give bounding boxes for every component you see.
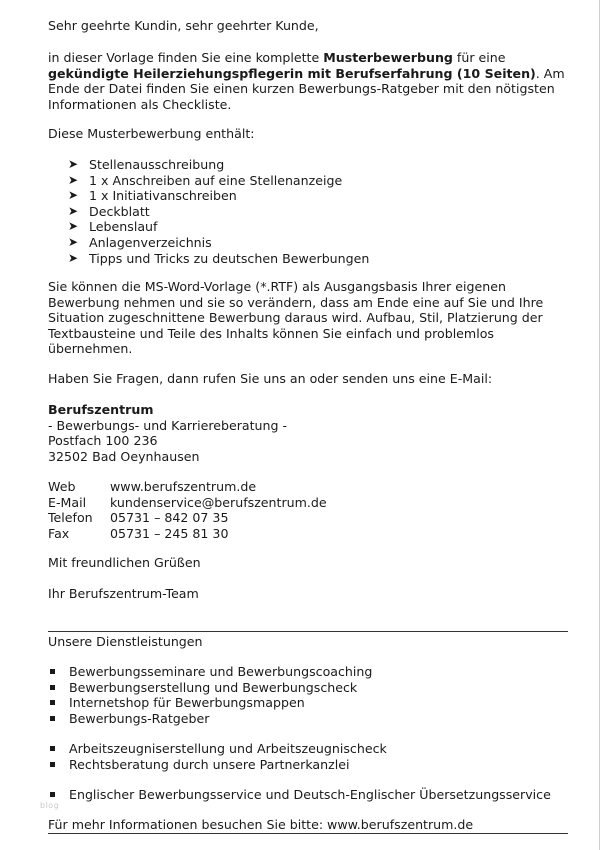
questions-line: Haben Sie Fragen, dann rufen Sie uns an oder senden uns eine E-Mail: xyxy=(48,371,493,386)
signature: Ihr Berufszentrum-Team xyxy=(48,586,199,601)
fax-number: 05731 – 245 81 30 xyxy=(110,525,229,541)
list-item: Englischer Bewerbungsservice und Deutsch-Englischer Übersetzungsservice xyxy=(48,787,570,803)
divider-bottom xyxy=(48,833,568,834)
list-item: Rechtsberatung durch unsere Partnerkanzlei xyxy=(48,757,570,773)
list-item: Internetshop für Bewerbungsmappen xyxy=(48,695,570,711)
footer-info: Für mehr Informationen besuchen Sie bitte: www.berufszentrum.de xyxy=(48,817,474,832)
salutation: Sehr geehrte Kundin, sehr geehrter Kunde, xyxy=(48,18,319,33)
list-item: ➤ Lebenslauf xyxy=(68,219,158,235)
contact-table xyxy=(48,479,570,541)
square-bullet-icon xyxy=(50,792,55,797)
square-bullet-icon xyxy=(50,716,55,721)
company-address xyxy=(48,402,570,464)
contents-list xyxy=(48,157,570,266)
arrow-bullet-icon: ➤ xyxy=(68,157,79,171)
contact-row-fax: Fax 05731 – 245 81 30 xyxy=(48,525,229,541)
arrow-bullet-icon: ➤ xyxy=(68,203,79,218)
arrow-bullet-icon: ➤ xyxy=(68,250,79,265)
closing: Mit freundlichen Grüßen xyxy=(48,555,201,570)
email-link[interactable]: kundenservice@berufszentrum.de xyxy=(110,494,327,510)
arrow-bullet-icon: ➤ xyxy=(68,188,79,203)
list-item: ➤ Deckblatt xyxy=(68,203,150,219)
square-bullet-icon xyxy=(50,669,55,674)
contact-row-web: Web www.berufszentrum.de xyxy=(48,479,257,494)
square-bullet-icon xyxy=(50,762,55,767)
phone-number: 05731 – 842 07 35 xyxy=(110,510,229,526)
watermark: blog xyxy=(40,801,60,810)
square-bullet-icon xyxy=(50,746,55,751)
contents-heading: Diese Musterbewerbung enthält: xyxy=(48,126,255,141)
intro-bold-position: gekündigte Heilerziehungspflegerin mit Berufserfahrung (10 Seiten) xyxy=(48,65,536,81)
services-list-2 xyxy=(48,741,570,772)
divider-top xyxy=(48,631,568,632)
web-link[interactable]: www.berufszentrum.de xyxy=(110,479,257,494)
list-item: Bewerbungs-Ratgeber xyxy=(48,711,570,727)
intro-text-3: . Am Ende der Datei finden Sie einen kurzen Bewerbungs-Ratgeber mit den nötigsten Informationen als Checkliste. xyxy=(48,65,565,112)
list-item: ➤ Stellenausschreibung xyxy=(68,157,225,172)
list-item: ➤ Tipps und Tricks zu deutschen Bewerbungen xyxy=(68,250,370,266)
list-item: Bewerbungsseminare und Bewerbungscoaching xyxy=(48,664,570,680)
services-list-1 xyxy=(48,664,570,726)
template-note: Sie können die MS-Word-Vorlage (*.RTF) als Ausgangsbasis Ihrer eigenen Bewerbung nehmen und sie so verändern, dass am Ende eine auf Sie und Ihre Situation zugeschnittene Bewerbung daraus wird. Aufbau, Stil, Platzierung der Textbausteine und Teile des Inhalts können Sie einfach und problemlos übernehmen. xyxy=(48,279,544,357)
arrow-bullet-icon: ➤ xyxy=(68,172,79,187)
contact-row-email: E-Mail kundenservice@berufszentrum.de xyxy=(48,494,327,510)
intro-paragraph xyxy=(48,50,570,112)
company-name: Berufszentrum xyxy=(48,402,154,417)
services-heading: Unsere Dienstleistungen xyxy=(48,634,203,649)
list-item: Bewerbungserstellung und Bewerbungscheck xyxy=(48,680,570,696)
company-tagline: - Bewerbungs- und Karriereberatung - xyxy=(48,417,288,433)
intro-bold-musterbewerbung: Musterbewerbung xyxy=(323,50,453,65)
contact-row-phone: Telefon 05731 – 842 07 35 xyxy=(48,510,229,526)
list-item: ➤ 1 x Anschreiben auf eine Stellenanzeige xyxy=(68,172,343,188)
list-item: Arbeitszeugniserstellung und Arbeitszeugnischeck xyxy=(48,741,570,757)
intro-text-1: in dieser Vorlage finden Sie eine komplette xyxy=(48,50,324,65)
company-city: 32502 Bad Oeynhausen xyxy=(48,448,200,464)
list-item: ➤ Anlagenverzeichnis xyxy=(68,234,212,250)
services-list-3 xyxy=(48,787,570,803)
square-bullet-icon xyxy=(50,685,55,690)
square-bullet-icon xyxy=(50,700,55,705)
arrow-bullet-icon: ➤ xyxy=(68,219,79,234)
list-item: ➤ 1 x Initiativanschreiben xyxy=(68,188,237,204)
arrow-bullet-icon: ➤ xyxy=(68,234,79,249)
intro-text-2: für eine xyxy=(452,50,506,65)
company-street: Postfach 100 236 xyxy=(48,433,158,449)
